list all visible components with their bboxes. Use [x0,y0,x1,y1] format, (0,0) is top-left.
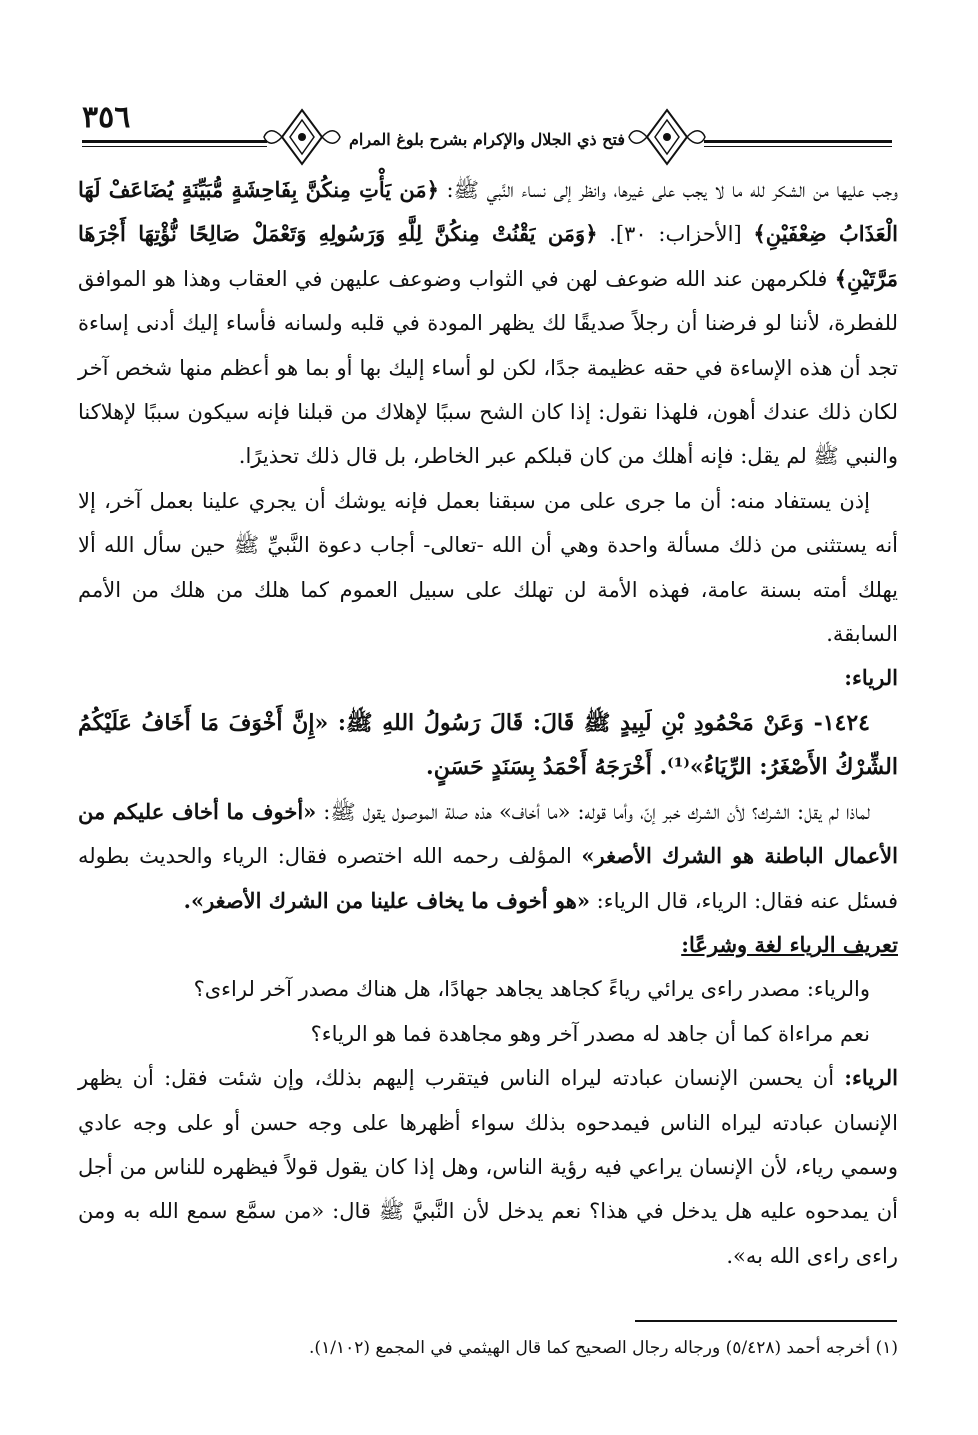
running-title: فتح ذي الجلال والإكرام بشرح بلوغ المرام [349,130,625,149]
emphasis-quote-2: «هو أخوف ما يخاف علينا من الشرك الأصغر». [183,887,590,913]
quran-verse-1: ﴿مَن يَأْتِ مِنكُنَّ بِفَاحِشَةٍ مُّبَيِّنَةٍ يُضَاعَفْ لَهَا الْعَذَابُ ضِعْفَيْنِ﴾ [78,177,899,247]
paragraph-3: لماذا لم يقل: الشرك؟ لأن الشرك خبر إنّ، وأما قوله: «ما أخاف» هذه صلة الموصول يقول ﷺ: «أخوف ما أخاف عليكم من الأعمال الباطنة هو الشرك الأصغر» المؤلف رحمه الله اختصره فقال: الرياء والحديث بطوله فسئل عنه فقال: الرياء، قال الرياء: «هو أخوف ما يخاف علينا من الشرك الأصغر». [78,798,898,913]
paragraph-4: والرياء: مصدر راءى يرائي رياءً كجاهد يجاهد جهادًا، هل هناك مصدر آخر لراءى؟ [193,977,870,1002]
section-heading-riya: الرياء: [844,665,898,691]
verse-reference: [الأحزاب: ٣٠]. [597,222,754,247]
quran-verse-2: ﴿وَمَن يَقْنُتْ مِنكُنَّ لِلَّهِ وَرَسُولِهِ وَتَعْمَلْ صَالِحًا نُّؤْتِهَا أَجْرَهَا مَرَّتَيْنِ﴾ [78,221,898,291]
paragraph-5: نعم مراءاة كما أن جاهد له مصدر آخر وهو مجاهدة فما هو الرياء؟ [310,1021,870,1046]
header-rule-right [704,140,892,143]
header-rule-right-thin [704,146,892,147]
definition-label: الرياء: [844,1065,898,1091]
paragraph-6: الرياء: أن يحسن الإنسان عبادته ليراه الناس فيتقرب إليهم بذلك، وإن شئت فقل: أن يظهر الإنسان عبادته ليراه الناس فيمدحوه بذلك سواء أظهرها على وجه حسن أو على وجه عادي وسمي رياء، لأن الإنسان يراعي فيه رؤية الناس، وهل إذا كان يقول قولاً فيظهره للناس من أجل أن يمدحوه عليه هل يدخل في هذا؟ نعم يدخل لأن النَّبيَّ ﷺ قال: «من سمَّع سمع الله به ومن راءى راءى الله به». [78,1065,898,1268]
footnote: (١) أخرجه أحمد (٥/٤٢٨) ورجاله رجال الصحيح كما قال الهيثمي في المجمع (١/١٠٢). [309,1338,898,1358]
page-number: ٣٥٦ [82,100,131,135]
section-heading-definition: تعريف الرياء لغة وشرعًا: [681,931,898,957]
paragraph-2: إذن يستفاد منه: أن ما جرى على من سبقنا بعمل فإنه يوشك أن يجري علينا بعمل آخر، إلا أنه يستثنى من ذلك مسألة واحدة وهي أن الله -تعالى- أجاب دعوة النَّبيِّ ﷺ حين سأل الله ألا يهلك أمته بسنة عامة، فهذه الأمة لن تهلك على سبيل العموم كما هلك من هلك من الأمم السابقة. [78,488,898,647]
footnote-divider [635,1320,897,1322]
header-rule-left-thin [82,146,267,147]
page-body [78,168,898,1278]
paragraph-1: وجب عليها من الشكر لله ما لا يجب على غيرها، وانظر إلى نساء النَّبي ﷺ: ﴿مَن يَأْتِ مِنكُنَّ بِفَاحِشَةٍ مُّبَيِّنَةٍ يُضَاعَفْ لَهَا الْعَذَابُ ضِعْفَيْنِ﴾ [الأحزاب: ٣٠]. ﴿وَمَن يَقْنُتْ مِنكُنَّ لِلَّهِ وَرَسُولِهِ وَتَعْمَلْ صَالِحًا نُّؤْتِهَا أَجْرَهَا مَرَّتَيْنِ﴾ فلكرمهن عند الله ضوعف لهن في الثواب وضوعف عليهن في العقاب وهذا هو الموافق للفطرة، لأننا لو فرضنا أن رجلاً صديقًا لك يظهر المودة في قلبه ولسانه فأساء إليك أدنى إساءة تجد أن هذه الإساءة في حقه عظيمة جدًا، لكن لو أساء إليك بها أو بما هو أعظم منها شخص آخر لكان ذلك عندك أهون، فلهذا نقول: إذا كان الشح سببًا لإهلاك من قبلنا فإنه سيكون سببًا لإهلاكنا والنبي ﷺ لم يقل: فإنه أهلك من كان قبلكم عبر الخاطر، بل قال ذلك تحذيرًا. [78,177,899,469]
header-rule-left [82,140,267,143]
ornament-left-icon [262,106,342,168]
hadith-text: ١٤٢٤- وَعَنْ مَحْمُودِ بْنِ لَبِيدٍ ﷺ قَالَ: قَالَ رَسُولُ اللهِ ﷺ: «إِنَّ أَخْوَفَ مَا أَخَافُ عَلَيْكُمُ الشِّرْكُ الأَصْغَرُ: الرِّيَاءُ»⁽¹⁾. أَخْرَجَهُ أَحْمَدُ بِسَنَدٍ حَسَنٍ. [78,709,898,781]
ornament-right-icon [627,106,707,168]
emphasis-quote-1: «أخوف ما أخاف عليكم من الأعمال الباطنة هو الشرك الأصغر» [78,798,898,869]
page-header [82,100,892,178]
